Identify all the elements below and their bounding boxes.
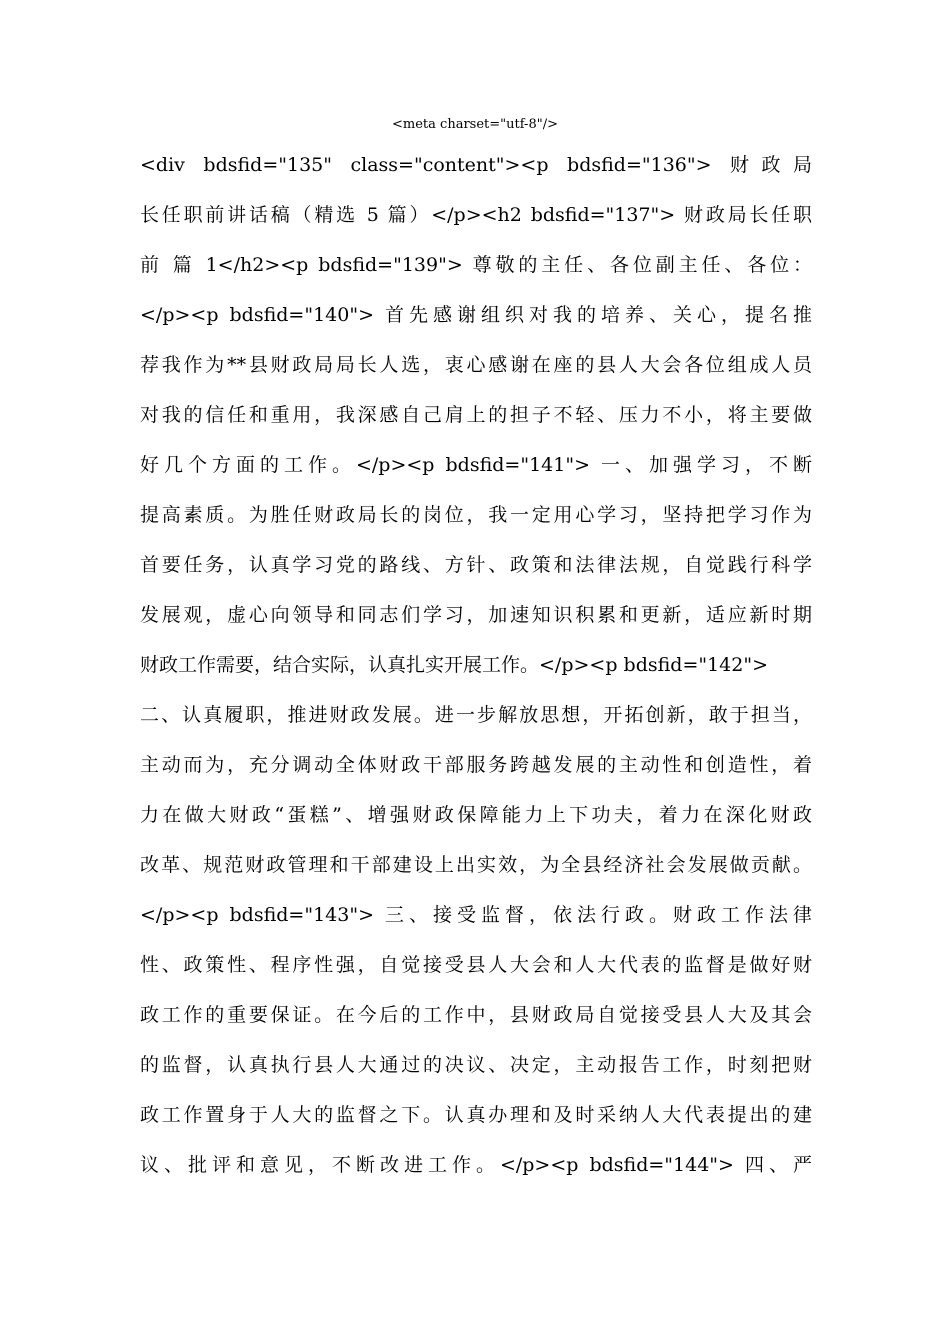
text-line: </p><p bdsfid="143"> 三、接受监督，依法行政。财政工作法律 (140, 904, 812, 926)
text-line: 性、政策性、程序性强，自觉接受县人大会和人大代表的监督是做好财 (140, 954, 812, 976)
text-line: 政工作的重要保证。在今后的工作中，县财政局自觉接受县人大及其会 (140, 1004, 812, 1026)
text-line: </p><p bdsfid="140"> 首先感谢组织对我的培养、关心，提名推 (140, 304, 812, 326)
text-line: 前 篇 1</h2><p bdsfid="139"> 尊敬的主任、各位副主任、各位： (140, 254, 812, 276)
text-line: 议、批评和意见，不断改进工作。</p><p bdsfid="144"> 四、严 (140, 1154, 812, 1176)
text-line: 好几个方面的工作。</p><p bdsfid="141"> 一、加强学习，不断 (140, 454, 812, 476)
text-line: 的监督，认真执行县人大通过的决议、决定，主动报告工作，时刻把财 (140, 1054, 812, 1076)
text-line: 长任职前讲话稿（精选 5 篇）</p><h2 bdsfid="137"> 财政局长任职 (140, 204, 812, 226)
text-line: 首要任务，认真学习党的路线、方针、政策和法律法规，自觉践行科学 (140, 554, 812, 576)
text-line: 发展观，虚心向领导和同志们学习，加速知识积累和更新，适应新时期 (140, 604, 812, 626)
text-line: 提高素质。为胜任财政局长的岗位，我一定用心学习，坚持把学习作为 (140, 504, 812, 526)
text-line: 政工作置身于人大的监督之下。认真办理和及时采纳人大代表提出的建 (140, 1104, 812, 1126)
text-line: 主动而为，充分调动全体财政干部服务跨越发展的主动性和创造性，着 (140, 754, 812, 776)
text-line: 荐我作为**县财政局局长人选，衷心感谢在座的县人大会各位组成人员 (140, 354, 812, 376)
text-line: 财政工作需要，结合实际，认真扎实开展工作。</p><p bdsfid="142"> (140, 654, 769, 676)
meta-charset-line: <meta charset="utf-8"/> (392, 117, 558, 132)
text-line: 对我的信任和重用，我深感自己肩上的担子不轻、压力不小，将主要做 (140, 404, 812, 426)
text-line: 二、认真履职，推进财政发展。进一步解放思想，开拓创新，敢于担当， (140, 704, 812, 726)
text-line: <div bdsfid="135" class="content"><p bdsfid="136"> 财政局 (140, 154, 812, 176)
text-line: 改革、规范财政管理和干部建设上出实效，为全县经济社会发展做贡献。 (140, 854, 812, 876)
text-line: 力在做大财政“蛋糕”、增强财政保障能力上下功夫，着力在深化财政 (140, 804, 812, 826)
body-text (140, 140, 812, 1190)
